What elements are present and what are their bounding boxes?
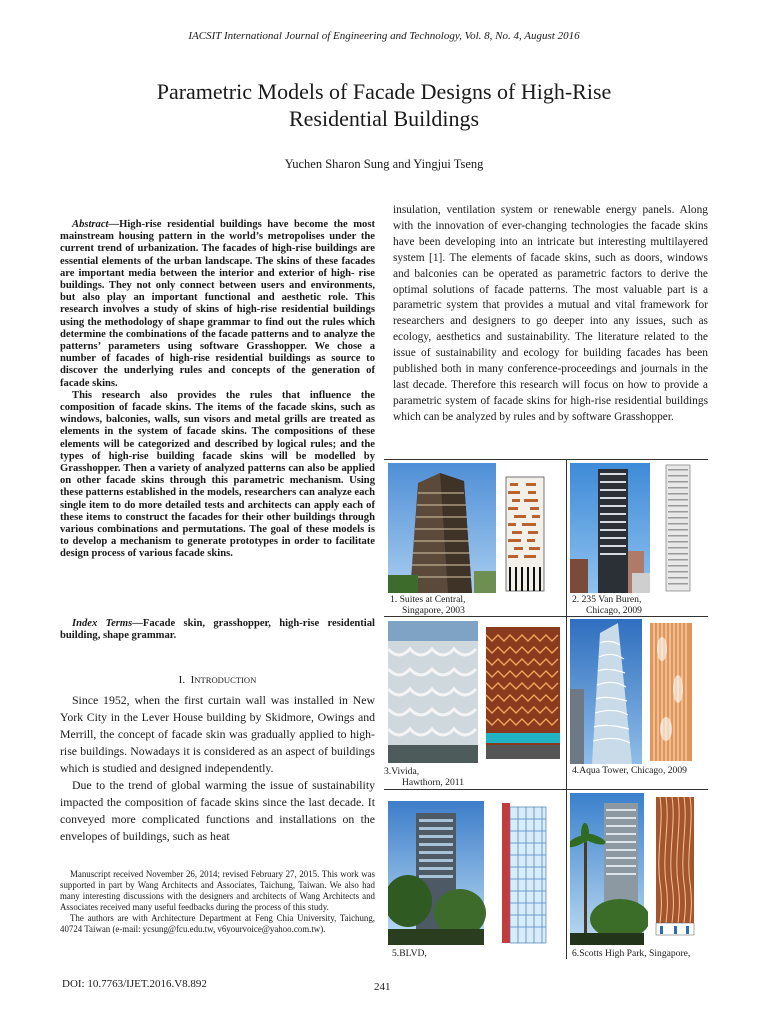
index-terms-label: Index Terms xyxy=(72,618,133,629)
figure-5-caption xyxy=(392,948,427,959)
right-column-text: insulation, ventilation system or renewable energy panels. Along with the innovation of ever-changing technologies the facade skins have been developing into an intricate but interesting multilayered system [1]. The elements of facade skins, such as doors, windows and balconies can be operated as parametric factors to derive the optimal solutions of facade patterns. The most valuable part is a parametric system that provides a mutual and vital framework for researchers and designers to go deeper into any issues, such as ecology, aesthetics and sustainability. The literature related to the issue of sustainability and ecology for building facades has been published both in many conference-proceedings and journals in the last decade. Therefore this research will focus on how to provide a parametric system of facade skins for high-rise residential buildings which can be analyzed by rules and by software Grasshopper. xyxy=(393,204,708,423)
intro-paragraph-1: Since 1952, when the first curtain wall was installed in New York City in the Lever House building by Skidmore, Owings and Merrill, the concept of facade skin was gradually applied to high-rise buildings. Nowadays it is considered as an aspect of buildings which is studied and designed independently. xyxy=(60,693,375,775)
grid-divider-row2 xyxy=(384,789,708,790)
figure-1-caption-line-2: Singapore, 2003 xyxy=(402,605,465,616)
abstract-paragraph-2: This research also provides the rules that influence the composition of facade skins. The items of the facade skins, such as windows, balconies, walls, sun visors and metal grills are treated as elements in the system of facade skins. The compositions of these elements will be categorized and described by logical rules; and the types of high-rise building facade skins will be modelled by Grasshopper. Then a variety of analyzed patterns can also be applied on other facade skins through this parametric mechanism. Using these patterns established in the models, researchers can analyze each single item to do more detailed tests and architects can apply each of these items to construct the facades for their other buildings through various combinations and permutations. The goal of these models is to develop a mechanism to generate prototypes in order to facilitate design process of various facade skins. xyxy=(60,389,375,560)
paper-title xyxy=(60,78,708,132)
figure-6-caption xyxy=(572,948,690,959)
grid-divider-top xyxy=(384,459,708,460)
figure-4-image xyxy=(570,619,706,764)
figure-2-image xyxy=(570,463,706,593)
grid-divider-vertical xyxy=(566,459,567,959)
abstract-paragraph-1: Abstract—High-rise residential buildings have become the most mainstream housing pattern in the world’s metropolises under the current trend of urbanization. The facades of high-rise buildings are essential elements of the urban landscape. The skins of these facades are important media between the interior and exterior of high- rise buildings. They not only connect between users and environments, but also play an important functional and aesthetic role. This research involves a study of skins of high-rise residential buildings using the methodology of shape grammar to find out the rules which determine the combinations of the facade patterns and to analyze the patterns’ parameters using software Grasshopper. We chose a number of facades of high-rise residential buildings as source to discover the underlying rules and concepts of the generation of facade skins. xyxy=(60,219,375,389)
footnote-paragraph-1: Manuscript received November 26, 2014; revised February 27, 2015. This work was supported in part by Wang Architects and Associates, Taichung, Taiwan. We also had many interesting discussions with the designers and architects of Wang Architects and Associates received many useful feedbacks during the process of this study. xyxy=(60,869,375,912)
index-terms: Index Terms—Facade skin, grasshopper, high-rise residential building, shape grammar. xyxy=(60,618,375,642)
figure-6-caption-line-1: 6.Scotts High Park, Singapore, xyxy=(572,948,691,959)
title-line-2: Residential Buildings xyxy=(288,106,480,131)
running-head: IACSIT International Journal of Engineering and Technology, Vol. 8, No. 4, August 2016 xyxy=(188,30,580,42)
figure-5-caption-line-1: 5.BLVD, xyxy=(392,948,427,959)
figure-2-caption-line-2: Chicago, 2009 xyxy=(586,605,642,616)
title-line-1: Parametric Models of Facade Designs of High-Rise xyxy=(156,79,612,104)
figure-2-caption-line-1: 2. 235 Van Buren, xyxy=(572,594,642,605)
footnote-paragraph-2: The authors are with Architecture Department at Feng Chia University, Taichung, 40724 Taiwan (e-mail: ycsung@fcu.edu.tw, v6yourvoice@yahoo.com.tw). xyxy=(60,913,375,934)
figure-1-caption-line-1: 1. Suites at Central, xyxy=(390,594,466,605)
figure-3-caption xyxy=(384,766,464,788)
figure-4-caption xyxy=(572,765,687,776)
section-heading xyxy=(60,674,375,686)
page-number: 241 xyxy=(374,981,391,993)
intro-paragraph-2: Due to the trend of global warming the issue of sustainability impacted the composition of facade skins since the last decade. It conveyed more complicated functions and installations on the envelopes of buildings, such as heat xyxy=(60,778,375,843)
authors: Yuchen Sharon Sung and Yingjui Tseng xyxy=(284,157,484,171)
section-numeral: I. xyxy=(178,674,186,686)
index-terms-text: Facade skin, grasshopper, high-rise residential building, shape grammar. xyxy=(60,618,375,642)
grid-divider-row1 xyxy=(384,616,708,617)
abstract-text-1: High-rise residential buildings have become the most mainstream housing pattern in the world’s metropolises under the current trend of urbanization. The facades of high-rise buildings are essential elements of the urban landscape. The skins of these facades are important media between the interior and exterior of high- rise buildings. They not only connect between users and environments, but also play an important functional and aesthetic role. This research involves a study of skins of high-rise residential buildings using the methodology of shape grammar to find out the rules which determine the combinations of the facade patterns and to analyze the patterns’ parameters using software Grasshopper. We chose a number of facades of high-rise residential buildings as source to discover the underlying rules and concepts of the generation of facade skins. xyxy=(60,219,375,389)
abstract xyxy=(60,219,375,561)
figure-1-image xyxy=(388,463,564,593)
doi: DOI: 10.7763/IJET.2016.V8.892 xyxy=(62,978,207,990)
figure-5-image xyxy=(388,801,564,945)
figure-1-caption xyxy=(390,594,465,616)
section-title-rest: NTRODUCTION xyxy=(194,675,257,685)
section-title-initial: I xyxy=(190,674,195,686)
figure-3-caption-line-1: 3.Vivida, xyxy=(384,766,420,777)
footnote xyxy=(60,869,375,935)
abstract-label: Abstract xyxy=(72,219,109,230)
introduction xyxy=(60,692,375,845)
figure-grid xyxy=(384,459,708,959)
figure-3-caption-line-2: Hawthorn, 2011 xyxy=(402,777,464,788)
figure-2-caption xyxy=(572,594,642,616)
figure-3-image xyxy=(388,621,564,763)
figure-4-caption-line-1: 4.Aqua Tower, Chicago, 2009 xyxy=(572,765,687,776)
figure-6-image xyxy=(570,793,706,945)
